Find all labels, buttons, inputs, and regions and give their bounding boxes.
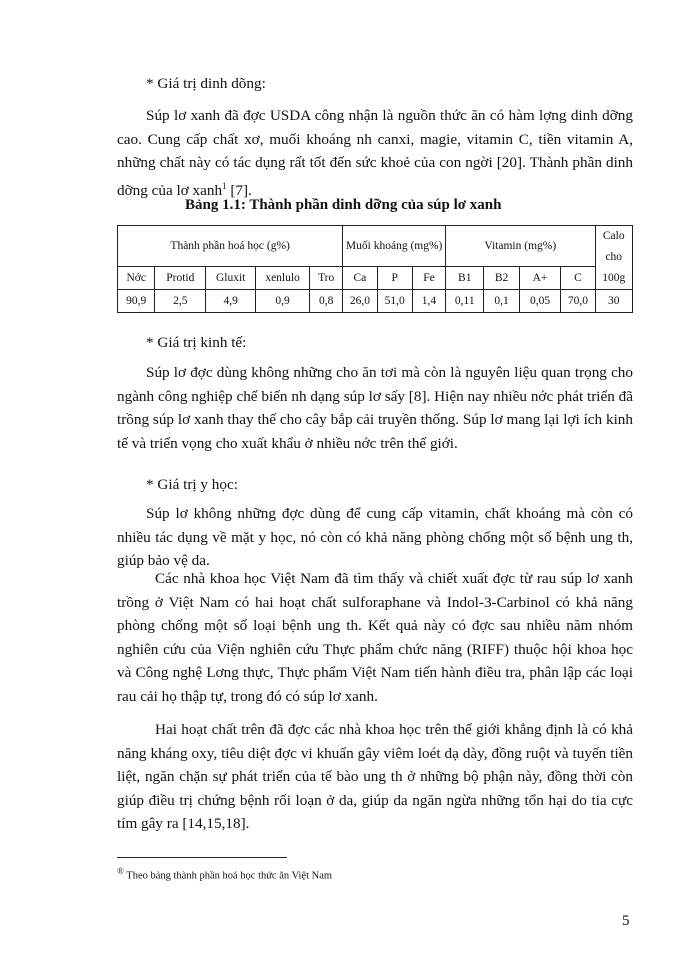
column-header: Ca: [343, 267, 377, 290]
table-cell: 51,0: [377, 290, 412, 313]
table-group-header-row: [118, 226, 633, 267]
economic-heading: * Giá trị kinh tế:: [146, 334, 247, 351]
medical-paragraph-2: Các nhà khoa học Việt Nam đã tìm thấy và chiết xuất đợc từ rau súp lơ xanh trồng ở Việt Nam có hai hoạt chất sulforaphane và Indol-3-Carbinol có khả năng phòng chống một số loại bệnh ung th. Kết quả này có đợc sau nhiều năm nhóm nghiên cứu của Viện nghiên cứu Thực phẩm chức năng (RIFF) thuộc hội khoa học và Công nghệ Lơng thực, Thực phẩm Việt Nam tiến hành điều tra, phân lập các loại rau cải họ thập tự, trong đó có súp lơ xanh.: [117, 570, 633, 705]
table-cell: 0,1: [484, 290, 519, 313]
footnote-text: Theo bảng thành phần hoá học thức ăn Việt Nam: [126, 870, 333, 882]
column-header: Fe: [412, 267, 445, 290]
column-header: C: [561, 267, 595, 290]
medical-heading: * Giá trị y học:: [146, 476, 238, 493]
table-caption: Bảng 1.1: Thành phần dinh dỡng của súp lơ xanh: [185, 197, 502, 213]
table-cell: 0,05: [519, 290, 561, 313]
economic-paragraph: Súp lơ đợc dùng không những cho ăn tơi mà còn là nguyên liệu quan trọng cho ngành công nghiệp chế biến nh dạng súp lơ sấy [8]. Hiện nay nhiều nớc phát triển đã trồng súp lơ xanh thay thế cho cây bắp cải truyền thống. Súp lơ mang lại lợi ích kinh tế và triển vọng cho xuất khẩu ở nhiều nớc trên thế giới.: [117, 364, 633, 452]
column-header: P: [377, 267, 412, 290]
table-column-header-row: [118, 267, 633, 290]
column-header: A+: [519, 267, 561, 290]
table-cell: 4,9: [206, 290, 256, 313]
column-header: xenlulo: [256, 267, 310, 290]
footnote-separator: [117, 857, 287, 858]
table-cell: 0,8: [310, 290, 343, 313]
column-header: Tro: [310, 267, 343, 290]
table-cell: 26,0: [343, 290, 377, 313]
medical-paragraph-1: Súp lơ không những đợc dùng để cung cấp vitamin, chất khoáng mà còn có nhiều tác dụng về mặt y học, nó còn có khả năng phòng chống một số bệnh ung th, giúp bảo vệ da.: [117, 505, 633, 569]
medical-paragraph-3: Hai hoạt chất trên đã đợc các nhà khoa học trên thế giới khẳng định là có khả năng kháng oxy, tiêu diệt đợc vi khuẩn gây viêm loét dạ dày, đồng ruột và tuyến tiền liệt, ngăn chặn sự phát triển của tế bào ung th ở những bộ phận này, đồng thời còn giúp điều trị chứng bệnh rối loạn ở da, giúp da ngăn ngừa những tổn hại do tia cực tím gây ra [14,15,18].: [117, 721, 633, 832]
column-header: Protid: [155, 267, 206, 290]
calo-group-header: Calo cho 100g: [595, 226, 632, 290]
vitamin-group-header: Vitamin (mg%): [446, 226, 595, 267]
page-number: 5: [622, 913, 630, 929]
column-header: Gluxit: [206, 267, 256, 290]
nutrition-paragraph: [117, 104, 633, 202]
mineral-group-header: Muối khoáng (mg%): [343, 226, 446, 267]
nutrition-footnote-ref: 1: [222, 180, 227, 191]
footnote-marker: ®: [117, 866, 124, 876]
table-cell: 90,9: [118, 290, 155, 313]
table-cell: 0,9: [256, 290, 310, 313]
nutrition-heading: * Giá trị dinh dõng:: [146, 75, 266, 92]
nutrition-citation: [7].: [226, 181, 252, 199]
table-row: [118, 290, 633, 313]
chemical-group-header: Thành phần hoá học (g%): [118, 226, 343, 267]
table-cell: 30: [595, 290, 632, 313]
table-cell: 0,11: [446, 290, 484, 313]
footnote: [117, 866, 332, 882]
table-cell: 2,5: [155, 290, 206, 313]
column-header: B2: [484, 267, 519, 290]
table-cell: 70,0: [561, 290, 595, 313]
column-header: B1: [446, 267, 484, 290]
column-header: Nớc: [118, 267, 155, 290]
table-cell: 1,4: [412, 290, 445, 313]
nutrition-table: [117, 225, 633, 313]
nutrition-text: Súp lơ xanh đã đợc USDA công nhận là nguồn thức ăn có hàm lợng dinh dỡng cao. Cung cấp chất xơ, muối khoáng nh canxi, magie, vitamin C, tiền vitamin A, những chất này có tác dụng rất tốt đến sức khoẻ của con ngời [20]. Thành phần dinh dỡng của lơ xanh: [117, 107, 633, 199]
